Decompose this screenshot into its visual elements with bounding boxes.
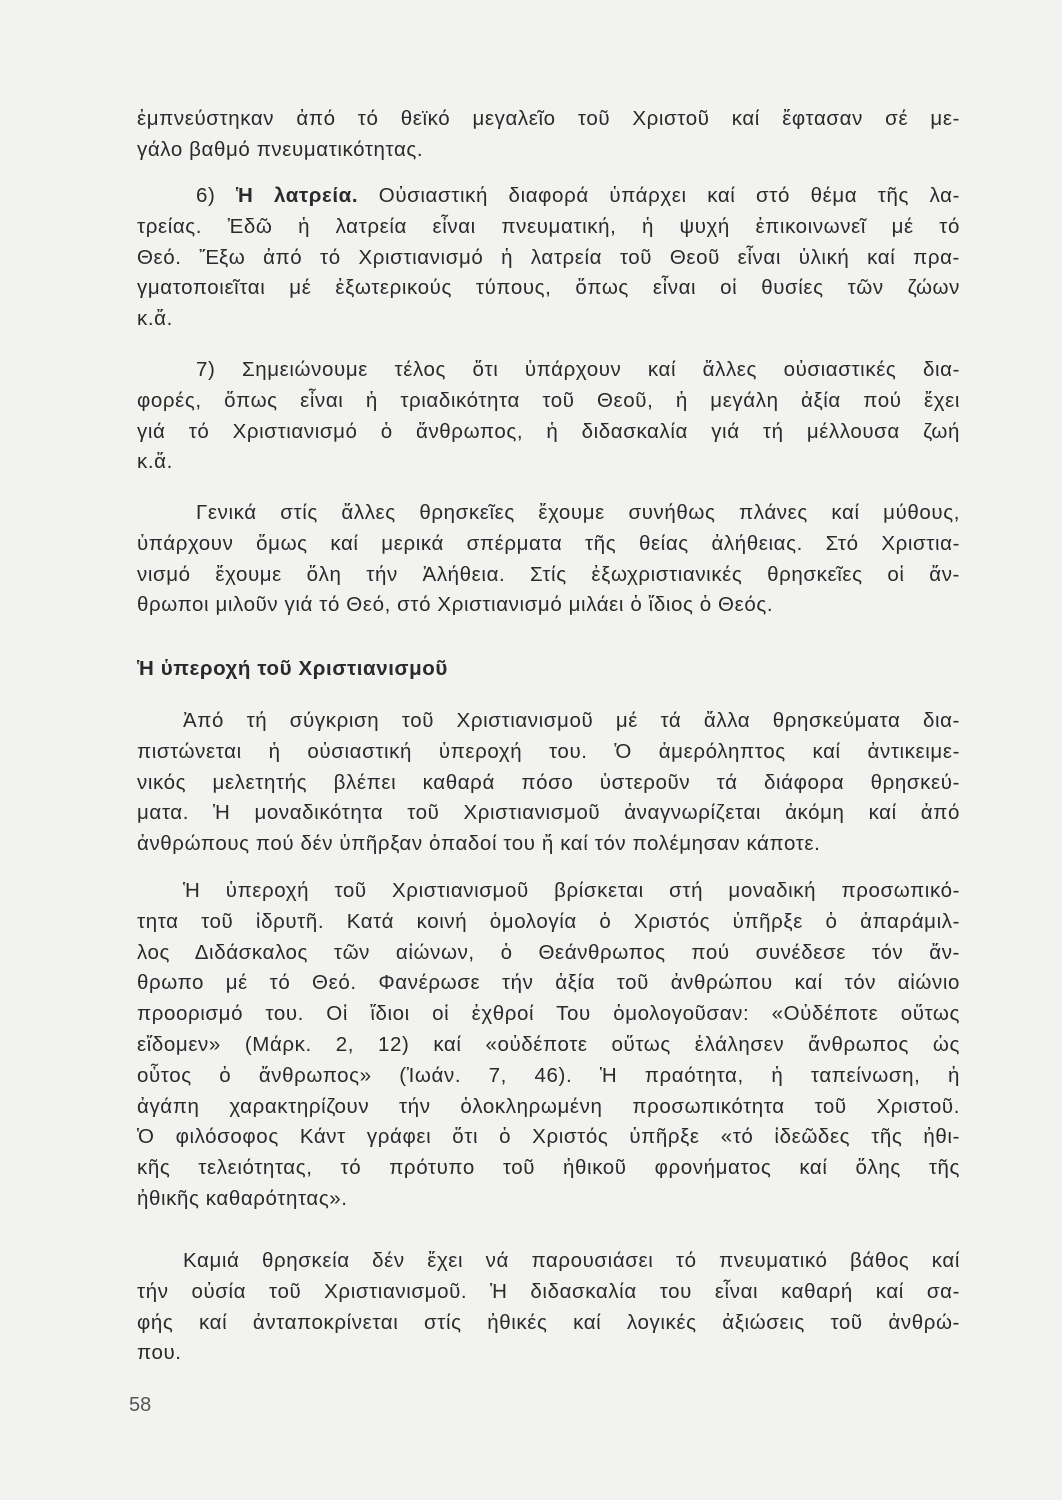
text-line: τήν οὐσία τοῦ Χριστιανισμοῦ. Ἡ διδασκαλία του εἶναι καθαρή καί σα-	[137, 1279, 960, 1303]
text-line: λος Διδάσκαλος τῶν αἰώνων, ὁ Θεάνθρωπος πού συνέδεσε τόν ἄν-	[137, 940, 960, 964]
text-line	[137, 181, 960, 212]
text-line: κ.ἄ.	[137, 307, 173, 331]
text-line: ἠθικῆς καθαρότητας».	[137, 1186, 348, 1210]
text-line: θρωποι μιλοῦν γιά τό Θεό, στό Χριστιανισμό μιλάει ὁ ἴδιος ὁ Θεός.	[137, 593, 774, 617]
text-line: γιά τό Χριστιανισμό ὁ ἄνθρωπος, ἡ διδασκαλία γιά τή μέλλουσα ζωή	[137, 419, 960, 443]
text-line: θρωπο μέ τό Θεό. Φανέρωσε τήν ἀξία τοῦ ἀνθρώπου καί τόν αἰώνιο	[137, 971, 960, 995]
paragraph-comparison	[137, 706, 960, 860]
text-line: ὑπάρχουν ὅμως καί μερικά σπέρματα τῆς θείας ἀλήθειας. Στό Χριστια-	[137, 531, 960, 555]
text-line: νικός μελετητής βλέπει καθαρά πόσο ὑστεροῦν τά διάφορα θρησκεύ-	[137, 770, 960, 794]
text-line: κ.ἄ.	[137, 450, 173, 474]
text-line: Θεό. Ἔξω ἀπό τό Χριστιανισμό ἡ λατρεία τοῦ Θεοῦ εἶναι ὑλική καί πρα-	[137, 245, 960, 269]
paragraph-summary	[137, 498, 960, 621]
text-line: τητα τοῦ ἱδρυτῆ. Κατά κοινή ὁμολογία ὁ Χριστός ὑπῆρξε ὁ ἀπαράμιλ-	[137, 909, 960, 933]
text-line: πιστώνεται ἡ οὐσιαστική ὑπεροχή του. Ὁ ἀμερόληπτος καί ἀντικειμε-	[137, 739, 960, 763]
text-line: οὗτος ὁ ἄνθρωπος» (Ἰωάν. 7, 46). Ἡ πραότητα, ἡ ταπείνωση, ἡ	[137, 1063, 960, 1087]
item-text: Οὐσιαστική διαφορά ὑπάρχει καί στό θέμα τῆς λα-	[358, 184, 960, 207]
text-line: νισμό ἔχουμε ὅλη τήν Ἀλήθεια. Στίς ἐξωχριστιανικές θρησκεῖες οἱ ἄν-	[137, 562, 960, 586]
paragraph-other-differences	[137, 355, 960, 478]
text-line: προορισμό του. Οἱ ἴδιοι οἱ ἐχθροί Του ὁμολογοῦσαν: «Οὐδέποτε οὕτως	[137, 1002, 960, 1026]
text-line: Γενικά στίς ἄλλες θρησκεῖες ἔχουμε συνήθως πλάνες καί μύθους,	[196, 501, 960, 524]
text-line: Καμιά θρησκεία δέν ἔχει νά παρουσιάσει τό πνευματικό βάθος καί	[183, 1249, 960, 1272]
paragraph-founder	[137, 876, 960, 1215]
text-line: τρείας. Ἐδῶ ἡ λατρεία εἶναι πνευματική, ἡ ψυχή ἐπικοινωνεῖ μέ τό	[137, 214, 960, 238]
text-line: εἴδομεν» (Μάρκ. 2, 12) καί «οὐδέποτε οὕτως ἐλάλησεν ἄνθρωπος ὡς	[137, 1032, 960, 1056]
text-line: γματοποιεῖται μέ ἐξωτερικούς τύπους, ὅπως εἶναι οἱ θυσίες τῶν ζώων	[137, 276, 960, 300]
text-line: Ἡ ὑπεροχή τοῦ Χριστιανισμοῦ βρίσκεται στή μοναδική προσωπικό-	[183, 879, 960, 902]
text-line: 7) Σημειώνουμε τέλος ὅτι ὑπάρχουν καί ἄλλες οὐσιαστικές δια-	[196, 358, 960, 381]
text-line: ἀγάπη χαρακτηρίζουν τήν ὁλοκληρωμένη προσωπικότητα τοῦ Χριστοῦ.	[137, 1094, 960, 1118]
text-line: ἐμπνεύστηκαν ἀπό τό θεϊκό μεγαλεῖο τοῦ Χριστοῦ καί ἔφτασαν σέ με-	[137, 107, 960, 130]
text-line: φορές, ὅπως εἶναι ἡ τριαδικότητα τοῦ Θεοῦ, ἡ μεγάλη ἀξία πού ἔχει	[137, 388, 960, 412]
text-line: Ὁ φιλόσοφος Κάντ γράφει ὅτι ὁ Χριστός ὑπῆρξε «τό ἰδεῶδες τῆς ἠθι-	[137, 1125, 960, 1149]
paragraph-depth	[137, 1246, 960, 1369]
paragraph-worship	[137, 181, 960, 335]
text-line: που.	[137, 1341, 182, 1365]
text-line: Ἀπό τή σύγκριση τοῦ Χριστιανισμοῦ μέ τά ἄλλα θρησκεύματα δια-	[183, 709, 960, 732]
item-title: Ἡ λατρεία.	[236, 184, 359, 207]
paragraph-continuation	[137, 104, 960, 166]
text-line: ματα. Ἡ μοναδικότητα τοῦ Χριστιανισμοῦ ἀναγνωρίζεται ἀκόμη καί ἀπό	[137, 801, 960, 825]
text-line: κῆς τελειότητας, τό πρότυπο τοῦ ἠθικοῦ φρονήματος καί ὅλης τῆς	[137, 1156, 960, 1180]
page-number: 58	[129, 1394, 152, 1416]
text-line: ἀνθρώπους πού δέν ὑπῆρξαν ὀπαδοί του ἤ καί τόν πολέμησαν κάποτε.	[137, 832, 821, 856]
section-heading: Ἡ ὑπεροχή τοῦ Χριστιανισμοῦ	[137, 657, 448, 680]
text-line: γάλο βαθμό πνευματικότητας.	[137, 137, 424, 161]
item-number: 6)	[196, 184, 237, 207]
text-line: φής καί ἀνταποκρίνεται στίς ἠθικές καί λογικές ἀξιώσεις τοῦ ἀνθρώ-	[137, 1310, 960, 1334]
